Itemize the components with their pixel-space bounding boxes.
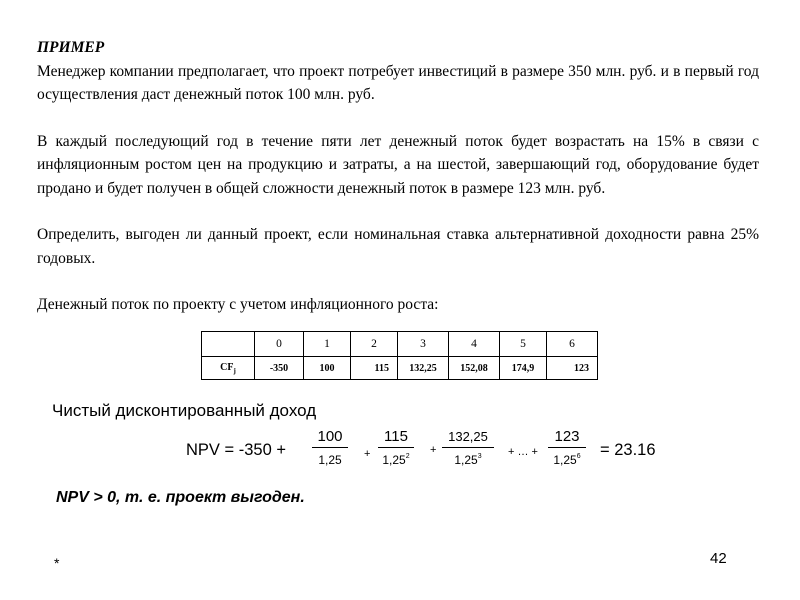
fraction-denominator: 1,25 (318, 453, 342, 467)
cashflow-cell: 152,08 (449, 357, 500, 380)
year-cell: 5 (500, 332, 547, 357)
footer-asterisk: * (54, 555, 60, 571)
fraction-denominator: 1,25$^6$ (553, 453, 581, 467)
slide-text (37, 36, 759, 317)
year-cell: 6 (547, 332, 598, 357)
npv-formula (0, 420, 800, 480)
year-cell: 4 (449, 332, 500, 357)
table-corner-cell (202, 332, 255, 357)
fraction-denominator: 1,25$^3$ (454, 453, 482, 467)
cashflow-table (201, 331, 598, 380)
cashflow-cell: -350 (255, 357, 304, 380)
fraction-year-6 (548, 428, 586, 468)
page-number: 42 (710, 550, 727, 567)
plus-sign: + (364, 448, 371, 460)
cashflow-cell: 174,9 (500, 357, 547, 380)
year-cell: 3 (398, 332, 449, 357)
year-cell: 2 (351, 332, 398, 357)
cashflow-cell: 123 (547, 357, 598, 380)
table-values-row (202, 357, 598, 380)
fraction-numerator: 123 (554, 428, 580, 445)
year-cell: 0 (255, 332, 304, 357)
fraction-denominator: 1,25$^2$ (382, 453, 410, 467)
paragraph-cashflow-growth: В каждый последующий год в течение пяти лет денежный поток будет возрастать на 15% в связи с инфляционным ростом цен на продукцию и затраты, а на шестой, завершающий год, оборудование будет продано и будет получен в общей сложности денежный поток в размере 123 млн. руб. (37, 132, 759, 197)
paragraph-investment: Менеджер компании предполагает, что проект потребует инвестиций в размере 350 млн. руб. и в первый год осуществления даст денежный поток 100 млн. руб. (37, 62, 759, 103)
fraction-year-1 (312, 428, 348, 468)
cashflow-cell: 132,25 (398, 357, 449, 380)
fraction-numerator: 115 (384, 428, 408, 445)
row-label-cf: $CF_j$ (202, 357, 255, 380)
cashflow-cell: 100 (304, 357, 351, 380)
fraction-numerator: 132,25 (448, 429, 488, 444)
plus-sign: + (430, 444, 437, 456)
fraction-year-3 (442, 428, 494, 468)
npv-caption: Чистый дисконтированный доход (52, 401, 317, 420)
paragraph-table-intro: Денежный поток по проекту с учетом инфляционного роста: (37, 296, 439, 313)
conclusion: NPV > 0, т. е. проект выгоден. (56, 489, 305, 506)
fraction-year-2 (378, 428, 414, 468)
ellipsis-sign: + … + (508, 446, 538, 458)
year-cell: 1 (304, 332, 351, 357)
paragraph-question: Определить, выгоден ли данный проект, если номинальная ставка альтернативной доходности равна 25% годовых. (37, 226, 759, 267)
npv-result: = 23.16 (600, 441, 656, 459)
cashflow-cell: 115 (351, 357, 398, 380)
npv-lhs: NPV = -350 + (186, 441, 286, 459)
example-heading: ПРИМЕР (37, 39, 105, 56)
fraction-numerator: 100 (317, 428, 343, 445)
table-header-row (202, 332, 598, 357)
